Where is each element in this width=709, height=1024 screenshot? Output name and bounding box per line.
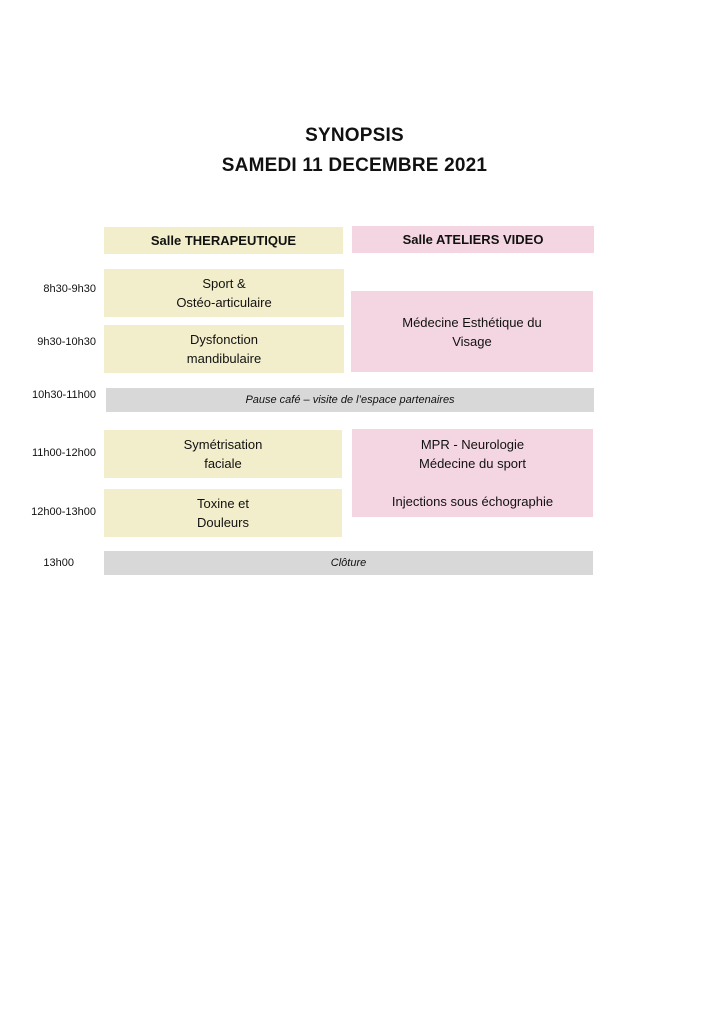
session-dysfonction-mandibulaire: Dysfonction mandibulaire xyxy=(104,325,344,373)
time-slot-6: 13h00 xyxy=(43,557,74,569)
column-header-therapeutique: Salle THERAPEUTIQUE xyxy=(104,227,343,254)
time-slot-3: 10h30-11h00 xyxy=(31,389,96,401)
time-slot-4: 11h00-12h00 xyxy=(31,447,96,459)
session-pause-cafe: Pause café – visite de l’espace partenaires xyxy=(106,388,594,412)
session-toxine-douleurs: Toxine et Douleurs xyxy=(104,489,342,537)
time-slot-2: 9h30-10h30 xyxy=(37,336,96,348)
session-sport-osteo-articulaire: Sport & Ostéo-articulaire xyxy=(104,269,344,317)
time-slot-1: 8h30-9h30 xyxy=(43,283,96,295)
session-cloture: Clôture xyxy=(104,551,593,575)
page-subtitle-date: SAMEDI 11 DECEMBRE 2021 xyxy=(221,155,488,176)
page-title: SYNOPSIS xyxy=(305,125,404,146)
session-symetrisation-faciale: Symétrisation faciale xyxy=(104,430,342,478)
column-header-ateliers-video: Salle ATELIERS VIDEO xyxy=(352,226,594,253)
session-medecine-esthetique: Médecine Esthétique du Visage xyxy=(351,291,593,372)
time-slot-5: 12h00-13h00 xyxy=(31,506,96,518)
session-mpr-neurologie: MPR - Neurologie Médecine du sport Injections sous échographie xyxy=(352,429,593,517)
